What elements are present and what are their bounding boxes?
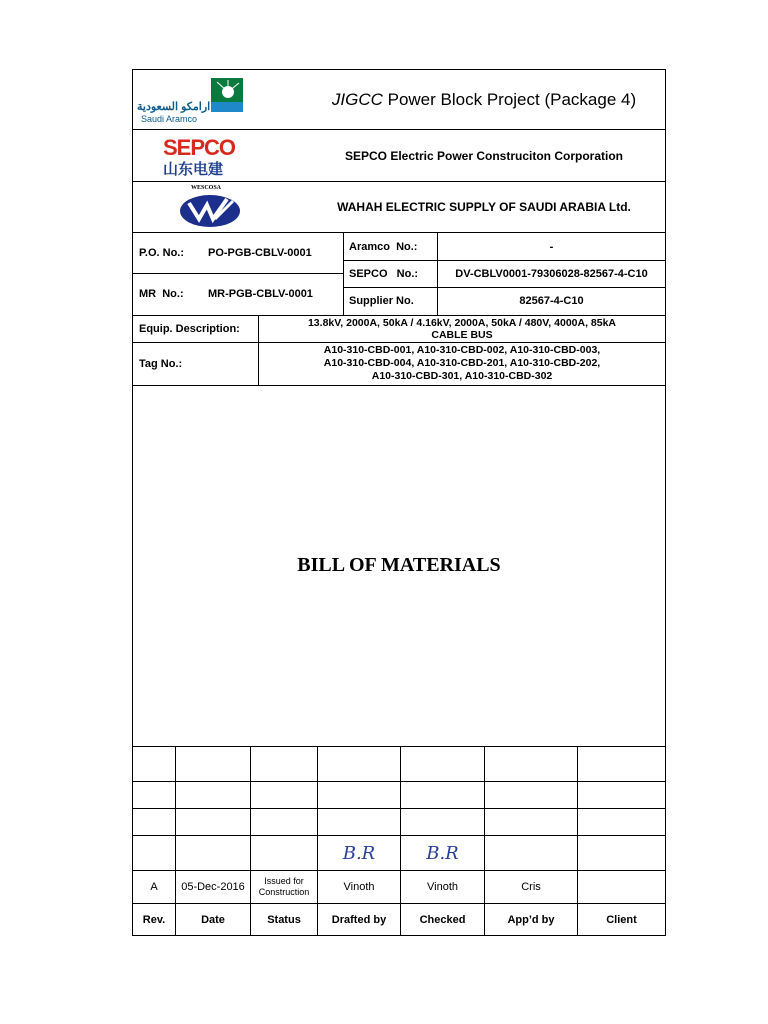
sepco-no-label: SEPCO No.: [349,267,419,280]
status-value [251,871,317,903]
wescosa-logo [133,182,303,232]
tag-line-1: A10-310-CBD-001, A10-310-CBD-002, A10-310-CBD-003, [323,344,601,356]
supplier-no-value: 82567-4-C10 [519,295,584,307]
info-divider [343,233,344,316]
date-header: Date [201,914,225,926]
status-line-2: Construction [258,887,310,897]
equip-line-2: CABLE BUS [431,328,493,341]
equip-label: Equip. Description: [139,322,240,335]
tag-line-3: A10-310-CBD-301, A10-310-CBD-302 [371,370,553,382]
status-header: Status [267,914,301,926]
checked-value: Vinoth [427,881,458,893]
sepco-row [133,130,665,182]
document-sheet [132,69,666,936]
aramco-logo-arabic: ارامكو السعودية [137,101,211,113]
project-title-rest: Power Block Project (Package 4) [382,89,637,109]
project-title-italic: JIGCC [331,89,383,109]
tag-label: Tag No.: [139,357,183,370]
aramco-logo [133,70,303,129]
aramco-no-value: - [549,240,554,253]
aramco-emblem-icon [211,78,243,112]
mr-label: MR No.: [139,288,184,300]
rev-value: A [150,881,158,893]
client-value [578,871,665,903]
status-line-1: Issued for [264,876,304,886]
sepco-logo [133,130,303,181]
po-label: P.O. No.: [139,247,185,259]
aramco-no-label: Aramco No.: [349,240,418,253]
document-title: BILL OF MATERIALS [297,554,501,576]
sepco-logo-text: SEPCO [163,135,236,160]
aramco-logo-english: Saudi Aramco [141,114,198,124]
tag-line-2: A10-310-CBD-004, A10-310-CBD-201, A10-310-CBD-202, [323,357,601,369]
po-value: PO-PGB-CBLV-0001 [208,247,312,259]
checked-header: Checked [419,914,466,926]
rev-header: Rev. [142,914,166,926]
client-header: Client [606,914,637,926]
wescosa-logo-text: WESCOSA [191,185,222,191]
wahah-company-name: WAHAH ELECTRIC SUPPLY OF SAUDI ARABIA Ltd. [337,200,631,214]
sepco-logo-chinese: 山东电建 [163,161,224,178]
drafted-by-header: Drafted by [331,914,387,926]
supplier-no-label: Supplier No. [349,295,414,307]
appd-by-header: App’d by [507,914,555,926]
date-value: 05-Dec-2016 [181,881,245,893]
equip-line-1: 13.8kV, 2000A, 50kA / 4.16kV, 2000A, 50kA / 480V, 4000A, 85kA [307,316,617,329]
revision-table [133,746,665,936]
signature-checked: B.R [426,842,459,864]
drafted-by-value: Vinoth [343,881,375,893]
sepco-no-value: DV-CBLV0001-79306028-82567-4-C10 [455,267,648,280]
appd-by-value: Cris [521,881,541,893]
wahah-row [133,182,665,233]
project-title [303,70,665,129]
sepco-company-name: SEPCO Electric Power Construciton Corporation [344,148,624,163]
project-header-row [133,70,665,130]
signature-drafted: B.R [342,842,376,864]
mr-value: MR-PGB-CBLV-0001 [208,288,313,300]
wescosa-emblem-icon [179,193,241,229]
